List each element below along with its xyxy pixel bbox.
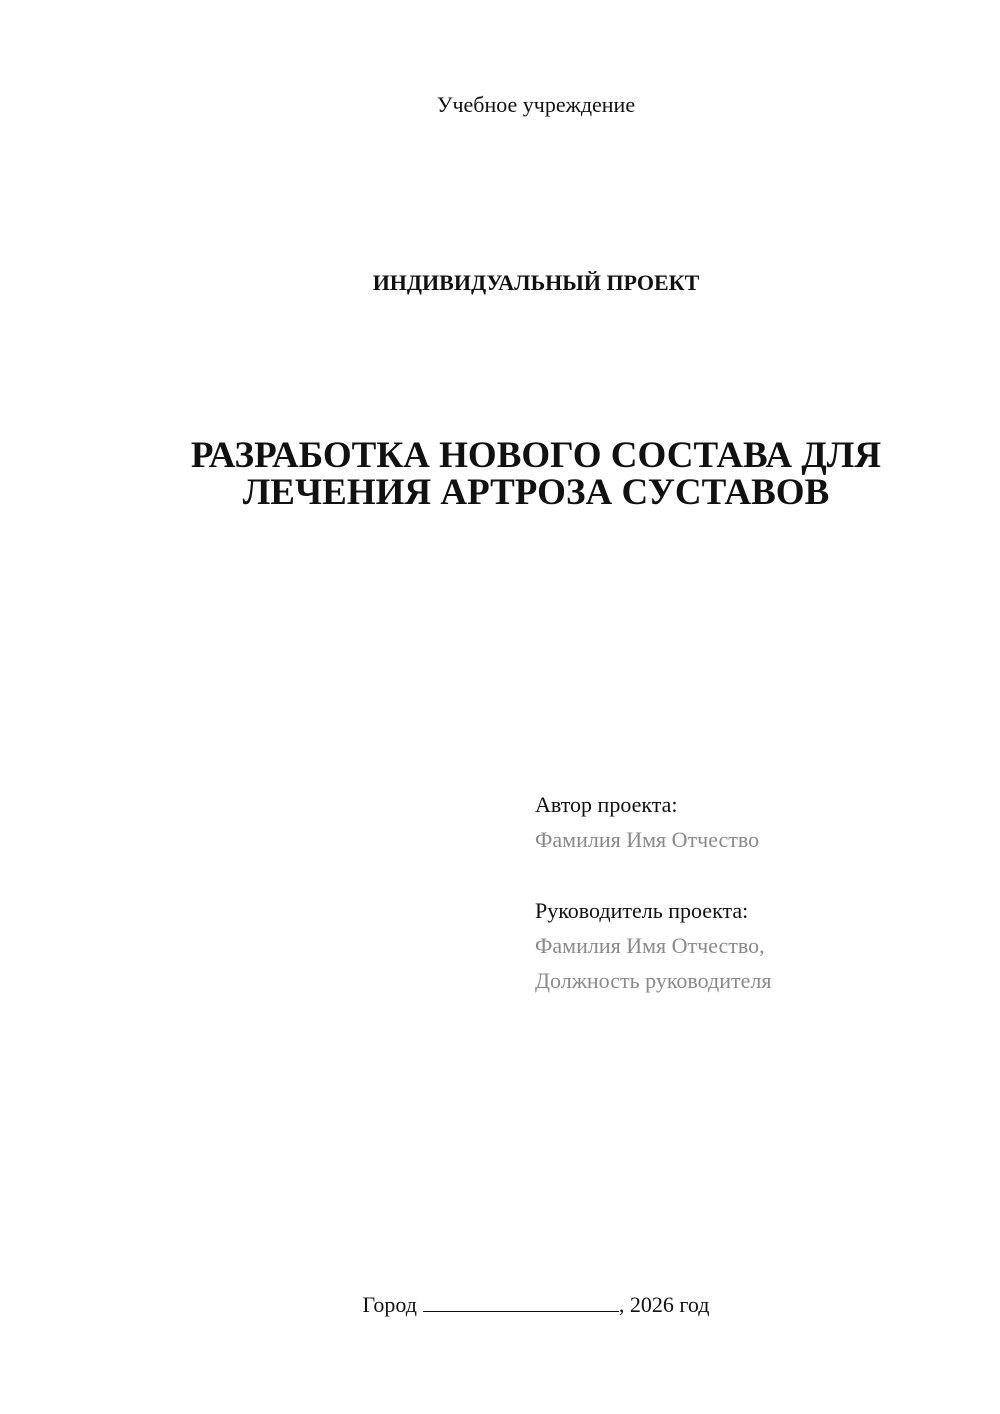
- city-label: Город: [362, 1292, 417, 1317]
- credits-spacer: [535, 857, 771, 893]
- author-name: Фамилия Имя Отчество: [535, 827, 760, 852]
- project-type-heading: ИНДИВИДУАЛЬНЫЙ ПРОЕКТ: [372, 270, 700, 295]
- supervisor-label: Руководитель проекта:: [535, 898, 749, 923]
- institution-name: Учебное учреждение: [436, 92, 636, 117]
- project-credits: [535, 787, 771, 998]
- supervisor-position: Должность руководителя: [535, 968, 772, 993]
- project-title-line-1: РАЗРАБОТКА НОВОГО СОСТАВА ДЛЯ: [190, 435, 882, 476]
- project-title: [0, 437, 1000, 511]
- supervisor-name: Фамилия Имя Отчество,: [535, 933, 765, 958]
- city-blank-line: [423, 1291, 619, 1312]
- year-text: , 2026 год: [618, 1292, 710, 1317]
- place-and-year: [0, 1290, 1000, 1320]
- author-label: Автор проекта:: [535, 792, 678, 817]
- project-title-line-2: ЛЕЧЕНИЯ АРТРОЗА СУСТАВОВ: [242, 472, 830, 513]
